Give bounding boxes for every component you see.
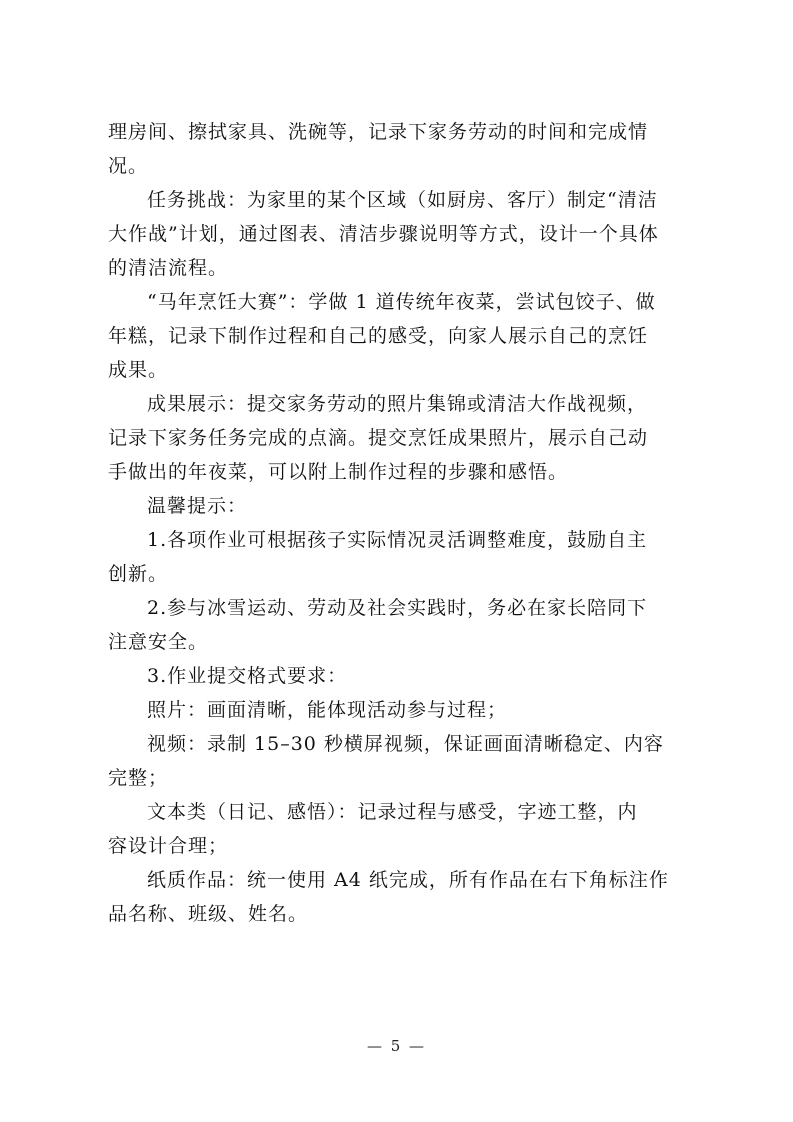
text-line: 视频：录制 15–30 秒横屏视频，保证画面清晰稳定、内容 <box>147 733 664 755</box>
text-line: 成果。 <box>108 359 169 381</box>
text-line: 容设计合理； <box>108 835 229 857</box>
text-line: 记录下家务任务完成的点滴。提交烹饪成果照片，展示自己动 <box>108 427 649 449</box>
text-line: 照片：画面清晰，能体现活动参与过程； <box>147 699 508 721</box>
text-line: “马年烹饪大赛”：学做 1 道传统年夜菜，尝试包饺子、做 <box>147 291 656 313</box>
text-line: 品名称、班级、姓名。 <box>108 903 309 925</box>
text-line: 成果展示：提交家务劳动的照片集锦或清洁大作战视频， <box>147 393 648 415</box>
text-line: 文本类（日记、感悟）：记录过程与感受，字迹工整，内 <box>147 801 638 823</box>
text-line: 的清洁流程。 <box>108 257 229 279</box>
page-number: — 5 — <box>366 1037 427 1055</box>
text-line: 2.参与冰雪运动、劳动及社会实践时，务必在家长陪同下 <box>147 597 648 619</box>
body-text <box>108 115 688 931</box>
text-line: 注意安全。 <box>108 631 209 653</box>
text-line: 温馨提示： <box>147 495 248 517</box>
text-line: 大作战”计划，通过图表、清洁步骤说明等方式，设计一个具体 <box>108 223 659 245</box>
text-line: 纸质作品：统一使用 A4 纸完成，所有作品在右下角标注作 <box>147 869 669 891</box>
text-line: 完整； <box>108 767 169 789</box>
text-line: 况。 <box>108 155 149 177</box>
text-line: 理房间、擦拭家具、洗碗等，记录下家务劳动的时间和完成情 <box>108 121 649 143</box>
text-line: 创新。 <box>108 563 169 585</box>
text-line: 年糕，记录下制作过程和自己的感受，向家人展示自己的烹饪 <box>108 325 649 347</box>
text-line: 任务挑战：为家里的某个区域（如厨房、客厅）制定“清洁 <box>147 189 658 211</box>
text-line: 3.作业提交格式要求： <box>147 665 348 687</box>
text-line: 手做出的年夜菜，可以附上制作过程的步骤和感悟。 <box>108 461 569 483</box>
text-line: 1.各项作业可根据孩子实际情况灵活调整难度，鼓励自主 <box>147 529 648 551</box>
